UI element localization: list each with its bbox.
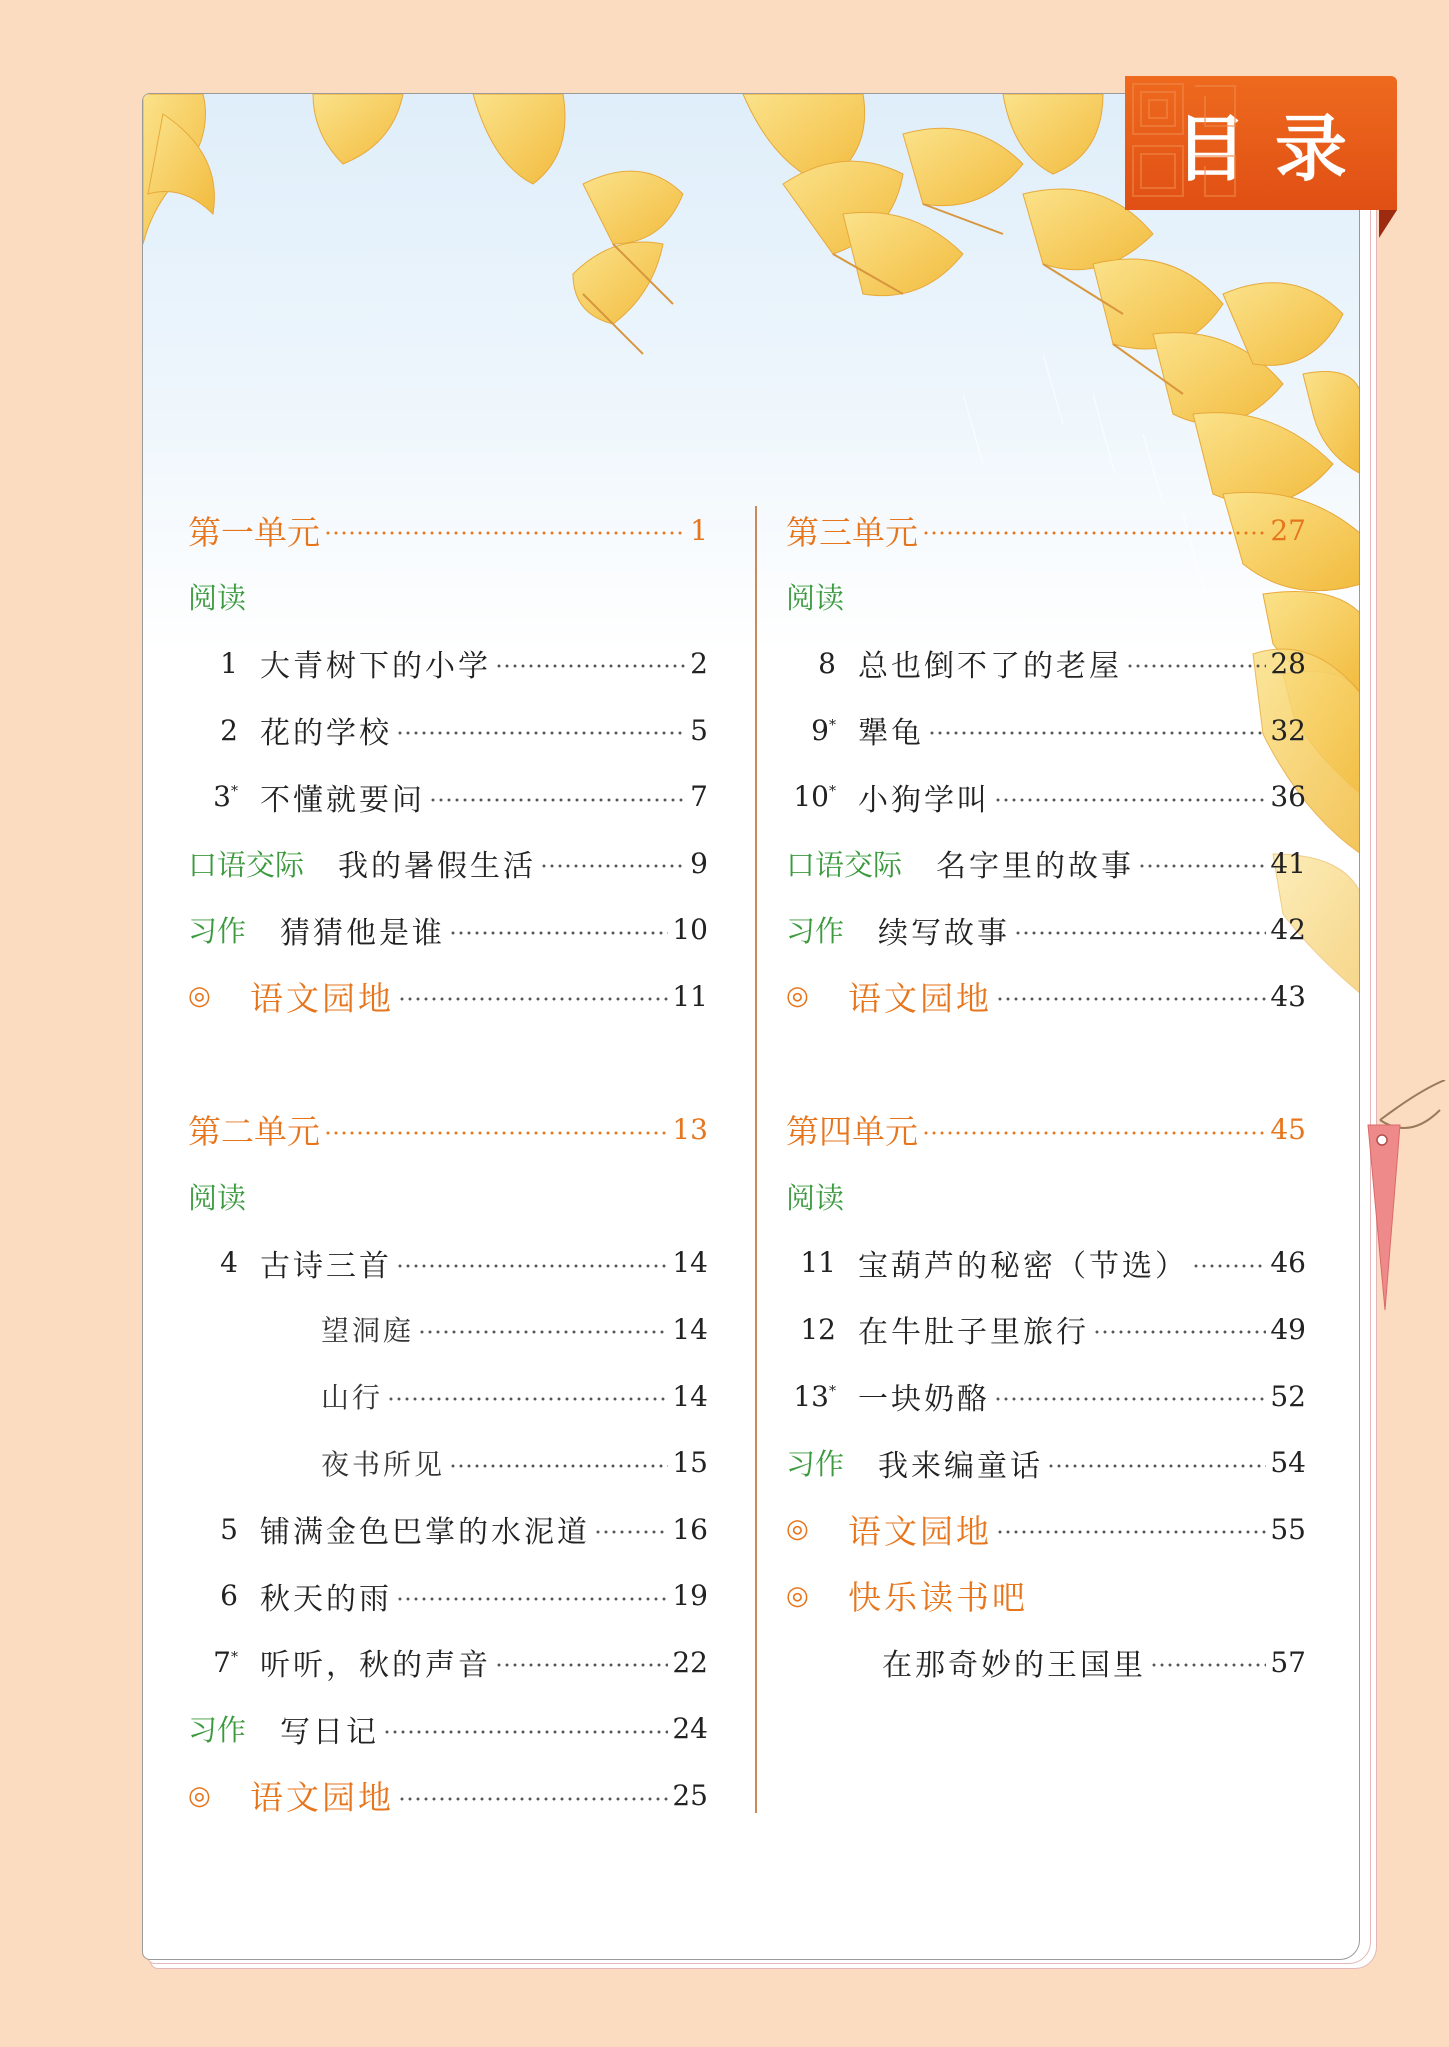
dot-leader bbox=[1150, 1655, 1266, 1669]
page-number: 43 bbox=[1270, 979, 1306, 1013]
dot-leader bbox=[396, 1589, 668, 1603]
writing-4[interactable] bbox=[786, 1429, 1306, 1496]
dot-leader bbox=[429, 790, 686, 804]
poem-3[interactable] bbox=[188, 1429, 708, 1496]
page-number: 15 bbox=[672, 1446, 708, 1480]
dot-leader bbox=[449, 923, 668, 937]
lesson-13[interactable] bbox=[786, 1363, 1306, 1430]
lesson-num: 10 bbox=[793, 780, 829, 814]
lesson-title: 宝葫芦的秘密（节选） bbox=[858, 1248, 1188, 1284]
lesson-10[interactable] bbox=[786, 763, 1306, 830]
page-number: 9 bbox=[690, 846, 708, 880]
lesson-num: 6 bbox=[220, 1579, 238, 1613]
dot-leader bbox=[495, 1655, 668, 1669]
unit-title: 第四单元 bbox=[786, 1112, 918, 1152]
lesson-number bbox=[188, 780, 238, 813]
lesson-number bbox=[786, 1380, 836, 1413]
lesson-5[interactable] bbox=[188, 1496, 708, 1563]
unit-gap bbox=[786, 1030, 1306, 1097]
lesson-1[interactable] bbox=[188, 630, 708, 697]
lesson-title: 铺满金色巴掌的水泥道 bbox=[260, 1515, 590, 1551]
page-number: 28 bbox=[1270, 646, 1306, 680]
lesson-num: 12 bbox=[800, 1312, 836, 1346]
oral-communication-1[interactable] bbox=[188, 830, 708, 897]
dot-leader bbox=[922, 1123, 1266, 1137]
reading-bar-title: 快乐读书吧 bbox=[848, 1578, 1028, 1618]
star-mark: * bbox=[231, 1649, 238, 1666]
page-number: 14 bbox=[672, 1246, 708, 1280]
happy-reading-bar[interactable] bbox=[786, 1563, 1306, 1630]
extra-title: 猜猜他是谁 bbox=[280, 915, 446, 951]
poem-title: 望洞庭 bbox=[321, 1314, 415, 1348]
lesson-3[interactable] bbox=[188, 763, 708, 830]
extra-label: 习作 bbox=[786, 914, 845, 949]
banner-pattern-decoration bbox=[1125, 76, 1397, 210]
unit-heading-1[interactable] bbox=[188, 497, 708, 564]
lesson-12[interactable] bbox=[786, 1296, 1306, 1363]
lesson-num: 4 bbox=[220, 1246, 238, 1280]
lesson-num: 2 bbox=[220, 713, 238, 747]
page-number: 16 bbox=[672, 1512, 708, 1546]
lesson-number bbox=[786, 647, 836, 680]
lesson-number bbox=[188, 1513, 238, 1546]
page-number: 42 bbox=[1270, 913, 1306, 947]
writing-2[interactable] bbox=[188, 1696, 708, 1763]
extra-title: 续写故事 bbox=[878, 915, 1011, 951]
lesson-num: 7 bbox=[213, 1645, 231, 1679]
page-number: 41 bbox=[1270, 846, 1306, 880]
dot-leader bbox=[996, 1522, 1266, 1536]
poem-title: 山行 bbox=[321, 1381, 384, 1415]
book-title: 在那奇妙的王国里 bbox=[882, 1648, 1146, 1684]
lesson-title: 不懂就要问 bbox=[260, 782, 425, 818]
lesson-8[interactable] bbox=[786, 630, 1306, 697]
page-number: 10 bbox=[672, 913, 708, 947]
page-number: 54 bbox=[1270, 1446, 1306, 1480]
dot-leader bbox=[922, 523, 1266, 537]
lesson-num: 1 bbox=[220, 646, 238, 680]
star-mark: * bbox=[829, 1383, 836, 1400]
page-number: 27 bbox=[1270, 513, 1306, 547]
lesson-title: 总也倒不了的老屋 bbox=[858, 649, 1122, 685]
lesson-num: 13 bbox=[793, 1379, 829, 1413]
section-label-reading bbox=[786, 1163, 1306, 1230]
lesson-title: 小狗学叫 bbox=[858, 782, 990, 818]
lesson-number bbox=[188, 1646, 238, 1679]
page-title: 目录 bbox=[1174, 107, 1375, 191]
dot-leader bbox=[387, 1389, 668, 1403]
unit-heading-3[interactable] bbox=[786, 497, 1306, 564]
language-garden-4[interactable] bbox=[786, 1496, 1306, 1563]
garden-title: 语文园地 bbox=[848, 978, 992, 1018]
lesson-number bbox=[786, 1246, 836, 1279]
lesson-title: 犟龟 bbox=[858, 716, 924, 752]
lesson-number bbox=[188, 1246, 238, 1279]
star-mark: * bbox=[829, 717, 836, 734]
lesson-title: 花的学校 bbox=[260, 716, 392, 752]
star-mark: * bbox=[829, 783, 836, 800]
writing-3[interactable] bbox=[786, 897, 1306, 964]
extra-label: 口语交际 bbox=[188, 847, 305, 882]
lesson-title: 大青树下的小学 bbox=[260, 649, 491, 685]
dot-leader bbox=[594, 1522, 668, 1536]
dot-leader bbox=[1192, 1256, 1266, 1270]
section-label-reading bbox=[786, 564, 1306, 631]
lesson-9[interactable] bbox=[786, 697, 1306, 764]
dot-leader bbox=[994, 1389, 1266, 1403]
circle-bullet-icon: ◎ bbox=[786, 981, 809, 1012]
dot-leader bbox=[540, 856, 686, 870]
poem-1[interactable] bbox=[188, 1296, 708, 1363]
page-number: 25 bbox=[672, 1779, 708, 1813]
page-number: 14 bbox=[672, 1379, 708, 1413]
dot-leader bbox=[398, 989, 668, 1003]
dot-leader bbox=[994, 790, 1266, 804]
dot-leader bbox=[398, 1789, 668, 1803]
extra-label: 习作 bbox=[188, 1713, 247, 1748]
extra-title: 我的暑假生活 bbox=[338, 849, 537, 885]
dot-leader bbox=[1014, 923, 1266, 937]
page-number: 14 bbox=[672, 1312, 708, 1346]
unit-title: 第三单元 bbox=[786, 512, 918, 552]
poem-title: 夜书所见 bbox=[321, 1447, 446, 1481]
extra-title: 我来编童话 bbox=[878, 1448, 1044, 1484]
language-garden-1[interactable] bbox=[188, 963, 708, 1030]
lesson-4[interactable] bbox=[188, 1230, 708, 1297]
section-label: 阅读 bbox=[786, 1180, 845, 1215]
page-number: 32 bbox=[1270, 713, 1306, 747]
lesson-number bbox=[786, 714, 836, 747]
unit-heading-2[interactable] bbox=[188, 1096, 708, 1163]
garden-title: 语文园地 bbox=[848, 1511, 992, 1551]
language-garden-3[interactable] bbox=[786, 963, 1306, 1030]
dot-leader bbox=[1047, 1456, 1266, 1470]
title-banner bbox=[1125, 76, 1397, 210]
bookmark-ribbon-icon bbox=[1360, 1080, 1449, 1320]
page-number: 13 bbox=[672, 1113, 708, 1147]
lesson-2[interactable] bbox=[188, 697, 708, 764]
dot-leader bbox=[1093, 1322, 1266, 1336]
writing-1[interactable] bbox=[188, 897, 708, 964]
toc-left-column bbox=[188, 497, 708, 1829]
extra-title: 名字里的故事 bbox=[936, 849, 1135, 885]
unit-title: 第一单元 bbox=[188, 512, 320, 552]
page-number: 19 bbox=[672, 1579, 708, 1613]
toc-right-column bbox=[786, 497, 1306, 1696]
dot-leader bbox=[383, 1722, 668, 1736]
lesson-num: 9 bbox=[811, 713, 829, 747]
circle-bullet-icon: ◎ bbox=[188, 981, 211, 1012]
unit-title: 第二单元 bbox=[188, 1112, 320, 1152]
extra-title: 写日记 bbox=[280, 1714, 380, 1750]
dot-leader bbox=[396, 1256, 668, 1270]
circle-bullet-icon: ◎ bbox=[786, 1580, 809, 1611]
lesson-number bbox=[786, 1313, 836, 1346]
banner-fold bbox=[1379, 210, 1397, 238]
section-label: 阅读 bbox=[188, 1180, 247, 1215]
lesson-num: 3 bbox=[213, 780, 231, 814]
extra-label: 口语交际 bbox=[786, 847, 903, 882]
dot-leader bbox=[418, 1322, 668, 1336]
unit-heading-4[interactable] bbox=[786, 1096, 1306, 1163]
lesson-title: 在牛肚子里旅行 bbox=[858, 1315, 1089, 1351]
lesson-number bbox=[188, 1579, 238, 1612]
dot-leader bbox=[996, 989, 1266, 1003]
dot-leader bbox=[324, 523, 686, 537]
page-number: 45 bbox=[1270, 1113, 1306, 1147]
page-number: 11 bbox=[672, 979, 708, 1013]
lesson-num: 8 bbox=[818, 646, 836, 680]
page-number: 7 bbox=[690, 780, 708, 814]
lesson-num: 11 bbox=[800, 1246, 836, 1280]
page-number: 5 bbox=[690, 713, 708, 747]
lesson-number bbox=[786, 780, 836, 813]
oral-communication-2[interactable] bbox=[786, 830, 1306, 897]
garden-title: 语文园地 bbox=[250, 978, 394, 1018]
language-garden-2[interactable] bbox=[188, 1762, 708, 1829]
lesson-6[interactable] bbox=[188, 1563, 708, 1630]
section-label: 阅读 bbox=[188, 581, 247, 616]
lesson-title: 一块奶酪 bbox=[858, 1382, 990, 1418]
page-number: 46 bbox=[1270, 1246, 1306, 1280]
circle-bullet-icon: ◎ bbox=[786, 1514, 809, 1545]
page-number: 52 bbox=[1270, 1379, 1306, 1413]
lesson-11[interactable] bbox=[786, 1230, 1306, 1297]
lesson-title: 古诗三首 bbox=[260, 1248, 392, 1284]
circle-bullet-icon: ◎ bbox=[188, 1780, 211, 1811]
dot-leader bbox=[449, 1456, 668, 1470]
dot-leader bbox=[396, 723, 686, 737]
extra-label: 习作 bbox=[188, 914, 247, 949]
lesson-7[interactable] bbox=[188, 1629, 708, 1696]
section-label: 阅读 bbox=[786, 581, 845, 616]
reading-book[interactable] bbox=[786, 1629, 1306, 1696]
unit-gap bbox=[188, 1030, 708, 1097]
page-number: 1 bbox=[690, 513, 708, 547]
star-mark: * bbox=[231, 783, 238, 800]
page-number: 2 bbox=[690, 646, 708, 680]
dot-leader bbox=[324, 1123, 668, 1137]
column-divider bbox=[755, 506, 757, 1813]
lesson-num: 5 bbox=[220, 1512, 238, 1546]
dot-leader bbox=[928, 723, 1266, 737]
lesson-title: 秋天的雨 bbox=[260, 1581, 392, 1617]
extra-label: 习作 bbox=[786, 1447, 845, 1482]
section-label-reading bbox=[188, 564, 708, 631]
page-number: 49 bbox=[1270, 1312, 1306, 1346]
dot-leader bbox=[1126, 656, 1266, 670]
page-number: 36 bbox=[1270, 780, 1306, 814]
page-number: 55 bbox=[1270, 1512, 1306, 1546]
lesson-number bbox=[188, 714, 238, 747]
section-label-reading bbox=[188, 1163, 708, 1230]
page-number: 22 bbox=[672, 1645, 708, 1679]
garden-title: 语文园地 bbox=[250, 1778, 394, 1818]
page-number: 57 bbox=[1270, 1645, 1306, 1679]
page-number: 24 bbox=[672, 1712, 708, 1746]
lesson-title: 听听，秋的声音 bbox=[260, 1648, 491, 1684]
dot-leader bbox=[1138, 856, 1266, 870]
lesson-number bbox=[188, 647, 238, 680]
poem-2[interactable] bbox=[188, 1363, 708, 1430]
dot-leader bbox=[495, 656, 686, 670]
